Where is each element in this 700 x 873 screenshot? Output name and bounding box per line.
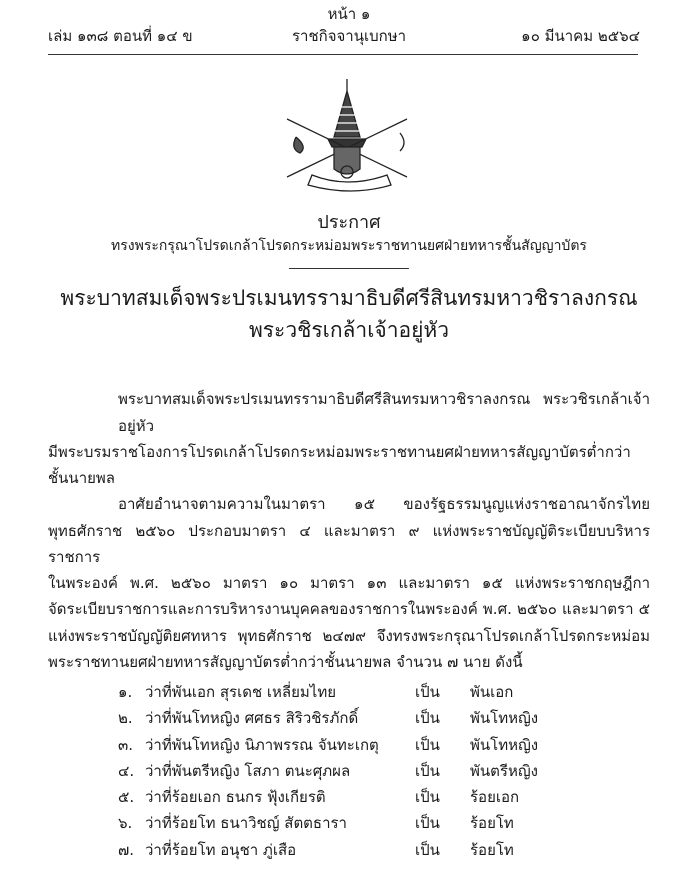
new-rank: ร้อยโท — [470, 814, 514, 833]
appointee-name: ว่าที่ร้อยโท อนุชา ภู่เสือ — [145, 840, 297, 859]
item-number: ๒. — [118, 709, 133, 728]
appointment-item — [48, 758, 650, 784]
as-label: เป็น — [415, 788, 440, 807]
as-label: เป็น — [415, 814, 440, 833]
paragraph-1-line: พระบาทสมเด็จพระปรเมนทรรามาธิบดีศรีสินทรมหาวชิราลงกรณ พระวชิรเกล้าเจ้าอยู่หัว — [118, 390, 650, 435]
new-rank: พันเอก — [470, 683, 514, 702]
appointment-item — [48, 837, 650, 863]
new-rank: ร้อยเอก — [470, 788, 520, 807]
appointee-name: ว่าที่ร้อยเอก ธนกร ฟุ้งเกียรติ — [145, 788, 326, 807]
title-divider — [289, 268, 409, 269]
appointment-item — [48, 784, 650, 810]
title-line-1: พระบาทสมเด็จพระปรเมนทรรามาธิบดีศรีสินทรมหาวชิราลงกรณ — [60, 286, 638, 311]
paragraph-2-line: พุทธศักราช ๒๕๖๐ ประกอบมาตรา ๔ และมาตรา ๙ แห่งพระราชบัญญัติระเบียบบริหารราชการ — [48, 521, 650, 566]
paragraph-1-line: มีพระบรมราชโองการโปรดเกล้าโปรดกระหม่อมพระราชทานยศฝ่ายทหารสัญญาบัตรต่ำกว่าชั้นนายพล — [48, 442, 631, 488]
new-rank: พันโทหญิง — [470, 709, 539, 728]
volume-issue: เล่ม ๑๓๘ ตอนที่ ๑๔ ข — [48, 26, 193, 45]
publication-name: ราชกิจจานุเบกษา — [291, 26, 407, 45]
appointment-item — [48, 679, 650, 705]
as-label: เป็น — [415, 735, 440, 754]
item-number: ๓. — [118, 735, 134, 754]
item-number: ๕. — [118, 788, 135, 807]
as-label: เป็น — [415, 683, 440, 702]
appointee-name: ว่าที่ร้อยโท ธนาวิชญ์ สัตตธารา — [145, 814, 347, 833]
item-number: ๑. — [118, 683, 133, 702]
appointment-item — [48, 810, 650, 836]
body-text — [48, 386, 650, 675]
as-label: เป็น — [415, 840, 440, 859]
new-rank: ร้อยโท — [470, 840, 514, 859]
appointee-name: ว่าที่พันตรีหญิง โสภา ตนะศุภผล — [145, 761, 351, 780]
header-divider — [48, 54, 638, 56]
paragraph-2-line: จัดระเบียบราชการและการบริหารงานบุคคลของราชการในพระองค์ พ.ศ. ๒๕๖๐ และมาตรา ๕ — [48, 600, 650, 619]
appointee-name: ว่าที่พันโทหญิง นิภาพรรณ จันทะเกตุ — [145, 735, 379, 754]
paragraph-2-line: พระราชทานยศฝ่ายทหารสัญญาบัตรต่ำกว่าชั้นนายพล จำนวน ๗ นาย ดังนี้ — [48, 652, 523, 671]
appointee-name: ว่าที่พันเอก สุรเดช เหลี่ยมไทย — [145, 683, 336, 702]
paragraph-2-line: อาศัยอำนาจตามความในมาตรา ๑๕ ของรัฐธรรมนูญแห่งราชอาณาจักรไทย — [118, 495, 650, 514]
appointment-list — [48, 679, 650, 863]
appointment-item — [48, 732, 650, 758]
item-number: ๖. — [118, 814, 133, 833]
as-label: เป็น — [415, 709, 440, 728]
header-row — [48, 26, 650, 48]
item-number: ๗. — [118, 840, 135, 859]
royal-emblem-icon — [48, 77, 650, 192]
announcement-heading: ประกาศ — [317, 212, 381, 233]
item-number: ๔. — [118, 761, 135, 780]
paragraph-2-line: แห่งพระราชบัญญัติยศทหาร พุทธศักราช ๒๔๗๙ จึงทรงพระกรุณาโปรดเกล้าโปรดกระหม่อม — [48, 626, 650, 645]
paragraph-2-line: ในพระองค์ พ.ศ. ๒๕๖๐ มาตรา ๑๐ มาตรา ๑๓ และมาตรา ๑๕ แห่งพระราชกฤษฎีกา — [48, 574, 650, 593]
new-rank: พันโทหญิง — [470, 735, 539, 754]
appointment-item — [48, 705, 650, 731]
as-label: เป็น — [415, 761, 440, 780]
publication-date: ๑๐ มีนาคม ๒๕๖๔ — [521, 26, 640, 45]
page-number: หน้า ๑ — [327, 5, 371, 23]
announcement-subject: ทรงพระกรุณาโปรดเกล้าโปรดกระหม่อมพระราชทานยศฝ่ายทหารชั้นสัญญาบัตร — [111, 238, 587, 255]
appointee-name: ว่าที่พันโทหญิง ศศธร สิริวชิรภักดิ์ — [145, 709, 359, 728]
new-rank: พันตรีหญิง — [470, 761, 538, 780]
title-line-2: พระวชิรเกล้าเจ้าอยู่หัว — [248, 317, 450, 342]
